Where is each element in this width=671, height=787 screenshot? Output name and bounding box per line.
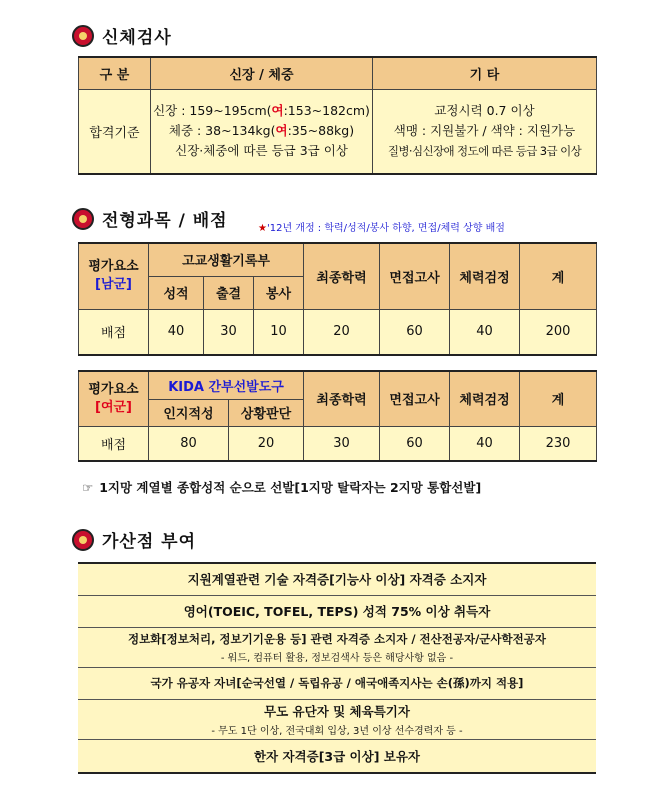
header-cognitive-aptitude: 인지적성 xyxy=(149,399,229,426)
height-weight-criteria xyxy=(151,89,373,174)
header-interview: 면접고사 xyxy=(380,243,450,309)
header-interview: 면접고사 xyxy=(380,371,450,426)
score-value: 40 xyxy=(149,309,204,355)
bonus-item: 영어(TOEIC, TOFEL, TEPS) 성적 75% 이상 취득자 xyxy=(78,595,596,627)
school-record-header: 고교생활기록부 xyxy=(149,243,304,276)
header-volunteer: 봉사 xyxy=(254,276,304,309)
score-value: 40 xyxy=(450,426,520,461)
section-title: 신체검사 xyxy=(102,28,172,48)
section-title: 전형과목 / 배점 xyxy=(102,211,228,231)
header-category: 구 분 xyxy=(79,57,151,89)
score-value: 30 xyxy=(204,309,254,355)
header-education: 최종학력 xyxy=(304,371,380,426)
section-heading-bonus xyxy=(72,527,196,552)
header-fitness: 체력검정 xyxy=(450,371,520,426)
grade-criterion: 신장·체중에 따른 등급 3급 이상 xyxy=(175,143,348,159)
score-value: 20 xyxy=(304,309,380,355)
pointing-hand-icon: ☞ xyxy=(82,480,94,495)
header-attendance: 출결 xyxy=(204,276,254,309)
footnote-text: 1지망 계열별 종합성적 순으로 선발[1지망 탈락자는 2지망 통합선발] xyxy=(99,480,482,495)
score-value: 200 xyxy=(520,309,597,355)
score-value: 10 xyxy=(254,309,304,355)
revision-note: ★'12년 개정 : 학력/성적/봉사 하향, 면접/체력 상향 배점 xyxy=(258,223,505,234)
female-scoring-table xyxy=(78,370,597,462)
row-label-pass-criteria: 합격기준 xyxy=(79,89,151,174)
physical-exam-table xyxy=(78,56,597,175)
height-criterion: 신장 : 159~195cm(여:153~182cm) xyxy=(153,103,370,119)
star-icon: ★ xyxy=(258,223,267,234)
bonus-item: 정보화[정보처리, 정보기기운용 등] 관련 자격증 소지자 / 전산전공자/군사학전공자 - 워드, 컴퓨터 활용, 정보검색사 등은 해당사항 없음 - xyxy=(78,627,596,667)
section-heading-subjects xyxy=(72,206,228,231)
score-value: 80 xyxy=(149,426,229,461)
selection-footnote xyxy=(82,478,481,496)
male-scoring-table xyxy=(78,242,597,356)
header-other: 기 타 xyxy=(373,57,597,89)
score-value: 60 xyxy=(380,309,450,355)
bonus-item: 무도 유단자 및 체육특기자 - 무도 1단 이상, 전국대회 입상, 3년 이상 선수경력자 등 - xyxy=(78,699,596,739)
score-value: 20 xyxy=(229,426,304,461)
group-label-female: [여군] xyxy=(95,399,132,415)
bonus-item: 지원계열관련 기술 자격증[기능사 이상] 자격증 소지자 xyxy=(78,563,596,595)
emblem-icon xyxy=(72,208,94,230)
factor-label-cell xyxy=(79,371,149,426)
color-criterion: 색맹 : 지원불가 / 색약 : 지원가능 xyxy=(393,123,576,139)
bonus-points-table xyxy=(78,562,596,774)
row-label-score: 배점 xyxy=(79,309,149,355)
header-situational-judgment: 상황판단 xyxy=(229,399,304,426)
score-value: 40 xyxy=(450,309,520,355)
header-education: 최종학력 xyxy=(304,243,380,309)
header-grades: 성적 xyxy=(149,276,204,309)
factor-label: 평가요소 xyxy=(88,381,139,397)
group-label-male: [남군] xyxy=(95,277,132,293)
disease-criterion: 질병·심신장애 정도에 따른 등급 3급 이상 xyxy=(387,144,582,159)
factor-label-cell xyxy=(79,243,149,309)
weight-criterion: 체중 : 38~134kg(여:35~88kg) xyxy=(168,123,355,139)
other-criteria xyxy=(373,89,597,174)
bonus-item: 국가 유공자 자녀[순국선열 / 독립유공 / 애국애족지사는 손(孫)까지 적용] xyxy=(78,667,596,699)
header-height-weight: 신장 / 체중 xyxy=(151,57,373,89)
score-value: 60 xyxy=(380,426,450,461)
emblem-icon xyxy=(72,529,94,551)
section-title: 가산점 부여 xyxy=(102,532,197,552)
bonus-item: 한자 자격증[3급 이상] 보유자 xyxy=(78,739,596,773)
header-total: 계 xyxy=(520,371,597,426)
row-label-score: 배점 xyxy=(79,426,149,461)
kida-header: KIDA 간부선발도구 xyxy=(149,371,304,399)
factor-label: 평가요소 xyxy=(88,259,139,275)
vision-criterion: 교정시력 0.7 이상 xyxy=(434,103,535,119)
score-value: 230 xyxy=(520,426,597,461)
header-fitness: 체력검정 xyxy=(450,243,520,309)
emblem-icon xyxy=(72,25,94,47)
section-heading-physical xyxy=(72,23,172,48)
score-value: 30 xyxy=(304,426,380,461)
header-total: 계 xyxy=(520,243,597,309)
